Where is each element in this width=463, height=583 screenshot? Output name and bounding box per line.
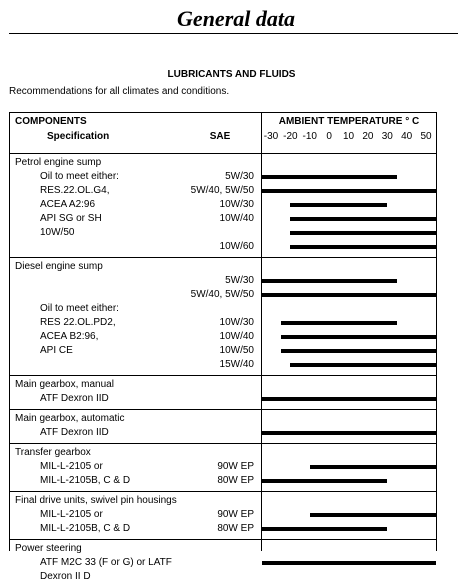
temperature-tick-label: -10 xyxy=(302,131,317,142)
col-sae-header: SAE xyxy=(209,131,231,142)
temperature-range-bar xyxy=(262,561,436,565)
sae-cell: 10W/40 xyxy=(219,213,254,224)
sae-cell: 80W EP xyxy=(217,523,254,534)
temperature-range-bar xyxy=(290,203,387,207)
specification-cell: Dexron II D xyxy=(40,571,91,582)
temperature-range-bar xyxy=(281,349,436,353)
sae-cell: 5W/30 xyxy=(225,171,254,182)
component-group-name: Main gearbox, automatic xyxy=(15,413,125,424)
group-separator-rule xyxy=(10,491,436,492)
temperature-range-bar xyxy=(262,479,387,483)
group-separator-rule xyxy=(10,409,436,410)
temperature-tick-label: -30 xyxy=(263,131,279,142)
sae-cell: 10W/30 xyxy=(219,199,254,210)
temperature-range-bar xyxy=(262,431,436,435)
temperature-tick-label: 30 xyxy=(381,131,393,142)
component-group-name: Diesel engine sump xyxy=(15,261,103,272)
sae-cell: 10W/40 xyxy=(219,331,254,342)
group-separator-rule xyxy=(10,443,436,444)
temperature-range-bar xyxy=(290,363,436,367)
specification-cell: MIL-L-2105 or xyxy=(40,509,103,520)
specification-cell: MIL-L-2105 or xyxy=(40,461,103,472)
header-bottom-rule xyxy=(10,153,436,154)
specification-cell: MIL-L-2105B, C & D xyxy=(40,523,131,534)
sae-cell: 90W EP xyxy=(217,509,254,520)
section-heading: LUBRICANTS AND FLUIDS xyxy=(167,69,296,80)
temperature-range-bar xyxy=(281,335,436,339)
specification-cell: RES 22.OL.PD2, xyxy=(40,317,116,328)
temperature-range-bar xyxy=(310,465,436,469)
group-separator-rule xyxy=(10,539,436,540)
temperature-tick-label: 20 xyxy=(362,131,374,142)
temperature-range-bar xyxy=(281,321,397,325)
temperature-range-bar xyxy=(262,527,387,531)
specification-cell: ATF Dexron IID xyxy=(40,427,109,438)
specification-cell: Oil to meet either: xyxy=(40,303,119,314)
temperature-tick-label: 0 xyxy=(326,131,332,142)
group-separator-rule xyxy=(10,257,436,258)
sae-cell: 10W/50 xyxy=(219,345,254,356)
temperature-range-bar xyxy=(262,293,436,297)
specification-cell: Oil to meet either: xyxy=(40,171,119,182)
temperature-range-bar xyxy=(290,217,436,221)
specification-cell: RES.22.OL.G4, xyxy=(40,185,110,196)
sae-cell: 15W/40 xyxy=(219,359,254,370)
table-top-rule xyxy=(10,112,436,113)
specification-cell: MIL-L-2105B, C & D xyxy=(40,475,131,486)
temperature-range-bar xyxy=(290,231,436,235)
temperature-range-bar xyxy=(262,279,397,283)
group-separator-rule xyxy=(10,375,436,376)
specification-cell: ATF Dexron IID xyxy=(40,393,109,404)
specification-cell: ACEA A2:96 xyxy=(40,199,96,210)
component-group-name: Petrol engine sump xyxy=(15,157,102,168)
page-title: General data xyxy=(177,6,295,31)
lubricants-table xyxy=(9,112,437,582)
specification-cell: 10W/50 xyxy=(40,227,75,238)
component-group-name: Transfer gearbox xyxy=(15,447,91,458)
specification-cell: API CE xyxy=(40,345,73,356)
section-note: Recommendations for all climates and conditions. xyxy=(9,86,230,97)
sae-cell: 90W EP xyxy=(217,461,254,472)
component-group-name: Main gearbox, manual xyxy=(15,379,114,390)
specification-cell: ACEA B2:96, xyxy=(40,331,99,342)
sae-cell: 80W EP xyxy=(217,475,254,486)
specification-cell: ATF M2C 33 (F or G) or LATF xyxy=(40,557,172,568)
temperature-range-bar xyxy=(262,189,436,193)
component-group-name: Final drive units, swivel pin housings xyxy=(15,495,177,506)
sae-cell: 10W/30 xyxy=(219,317,254,328)
temperature-tick-label: 40 xyxy=(401,131,413,142)
temperature-tick-label: 10 xyxy=(342,131,355,142)
temperature-range-bar xyxy=(310,513,436,517)
title-rule xyxy=(9,33,458,34)
sae-cell: 5W/30 xyxy=(225,275,254,286)
col-specification-header: Specification xyxy=(47,131,110,142)
col-components-header: COMPONENTS xyxy=(15,116,87,127)
temperature-tick-label: 50 xyxy=(420,131,432,142)
sae-cell: 5W/40, 5W/50 xyxy=(190,289,254,300)
temperature-tick-label: -20 xyxy=(283,131,298,142)
temperature-range-bar xyxy=(262,397,436,401)
specification-cell: API SG or SH xyxy=(40,213,102,224)
col-temperature-header: AMBIENT TEMPERATURE ° C xyxy=(278,116,420,127)
temperature-range-bar xyxy=(262,175,397,179)
sae-cell: 5W/40, 5W/50 xyxy=(190,185,254,196)
temperature-range-bar xyxy=(290,245,436,249)
component-group-name: Power steering xyxy=(15,543,82,554)
sae-cell: 10W/60 xyxy=(219,241,254,252)
